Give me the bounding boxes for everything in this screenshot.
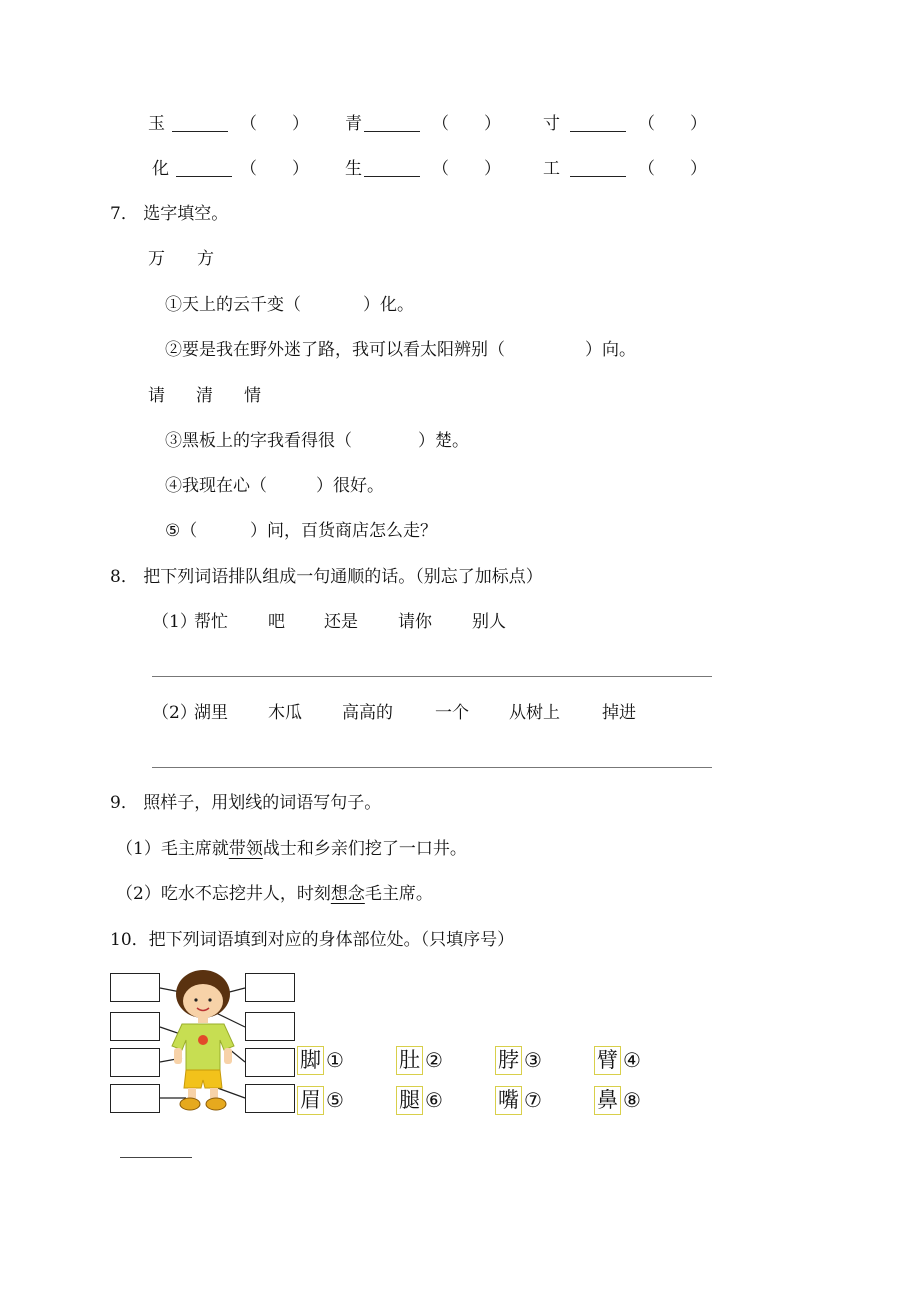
q8-word: 掉进: [602, 703, 636, 723]
q10-word-box: 臂: [594, 1046, 621, 1075]
q7-title: 7． 选字填空。: [110, 204, 229, 224]
q8-row1-label: （1）: [152, 612, 197, 632]
q7-item-3-before: ③黑板上的字我看得很（: [165, 431, 352, 451]
q7-choice-char: 清: [196, 386, 213, 406]
q8-answer-line-2[interactable]: [152, 767, 712, 768]
q8-word: 高高的: [342, 703, 393, 723]
q10-word-number: ③: [524, 1048, 542, 1072]
q6-paren-open: （: [240, 114, 257, 134]
q10-word-box: 鼻: [594, 1086, 621, 1115]
q6-paren-close: ）: [690, 114, 707, 134]
q6-paren-close: ）: [484, 159, 501, 179]
q8-word: 从树上: [509, 703, 560, 723]
q8-title: 8． 把下列词语排队组成一句通顺的话。（别忘了加标点）: [110, 567, 543, 587]
q6-blank[interactable]: [172, 114, 228, 132]
q9-s2-pre: （2）吃水不忘挖井人，时刻: [116, 884, 331, 904]
q8-word: 还是: [324, 612, 358, 632]
q7-item-4-before: ④我现在心（: [165, 476, 267, 496]
q8-word: 木瓜: [268, 703, 302, 723]
q8-word: 帮忙: [194, 612, 228, 632]
q9-s1-pre: （1）毛主席就: [116, 839, 229, 859]
q9-s1-post: 战士和乡亲们挖了一口井。: [262, 839, 467, 859]
body-part-answer-box[interactable]: [110, 973, 160, 1002]
q6-char: 青: [345, 114, 362, 134]
q7-choice-char: 情: [244, 386, 261, 406]
q7-item-2-before: ②要是我在野外迷了路，我可以看太阳辨别（: [165, 340, 505, 360]
body-part-answer-box[interactable]: [245, 1084, 295, 1113]
q10-word-box: 脚: [297, 1046, 324, 1075]
q6-blank[interactable]: [364, 159, 420, 177]
q7-item-2-after: ）向。: [585, 340, 636, 360]
q8-word: 一个: [435, 703, 469, 723]
q8-word: 吧: [268, 612, 285, 632]
q10-word-number: ④: [623, 1048, 641, 1072]
q6-paren-open: （: [638, 114, 655, 134]
body-part-answer-box[interactable]: [110, 1048, 160, 1077]
q6-blank[interactable]: [176, 159, 232, 177]
q10-word-box: 肚: [396, 1046, 423, 1075]
body-part-answer-box[interactable]: [110, 1012, 160, 1041]
q7-item-1-before: ①天上的云千变（: [165, 295, 301, 315]
q6-paren-open: （: [432, 114, 449, 134]
body-part-answer-box[interactable]: [245, 1048, 295, 1077]
q6-paren-open: （: [432, 159, 449, 179]
q10-word-box: 腿: [396, 1086, 423, 1115]
q10-word-number: ⑧: [623, 1088, 641, 1112]
q6-char: 生: [345, 159, 362, 179]
q7-item-5-after: ）问，百货商店怎么走？: [250, 521, 437, 541]
body-part-answer-box[interactable]: [245, 1012, 295, 1041]
q9-s2-post: 毛主席。: [364, 884, 433, 904]
q6-char: 工: [543, 159, 560, 179]
q6-blank[interactable]: [364, 114, 420, 132]
body-part-answer-box[interactable]: [245, 973, 295, 1002]
q7-item-5-before: ⑤（: [165, 521, 198, 541]
q9-sentence-2: [116, 886, 433, 903]
q8-row2-label: （2）: [152, 703, 197, 723]
q6-char: 化: [152, 159, 169, 179]
q6-char: 寸: [543, 114, 560, 134]
q6-paren-close: ）: [690, 159, 707, 179]
q7-choice-char: 方: [197, 249, 214, 269]
q7-item-3-after: ）楚。: [418, 431, 469, 451]
q8-answer-line-1[interactable]: [152, 676, 712, 677]
q9-s2-underlined: 想念: [330, 884, 365, 904]
q10-word-box: 脖: [495, 1046, 522, 1075]
q10-word-box: 嘴: [495, 1086, 522, 1115]
q6-paren-close: ）: [484, 114, 501, 134]
q8-word: 湖里: [194, 703, 228, 723]
q10-word-number: ①: [326, 1048, 344, 1072]
q6-blank[interactable]: [570, 159, 626, 177]
q8-word: 别人: [472, 612, 506, 632]
q6-paren-close: ）: [292, 114, 309, 134]
q6-paren-open: （: [240, 159, 257, 179]
q10-title: 10．把下列词语填到对应的身体部位处。（只填序号）: [110, 930, 515, 950]
q9-title: 9． 照样子，用划线的词语写句子。: [110, 793, 382, 813]
q10-word-number: ⑦: [524, 1088, 542, 1112]
q6-char: 玉: [148, 114, 165, 134]
q10-word-number: ⑤: [326, 1088, 344, 1112]
footnote-divider: [120, 1157, 192, 1158]
q10-word-number: ②: [425, 1048, 443, 1072]
q9-sentence-1: [116, 841, 467, 858]
body-part-answer-box[interactable]: [110, 1084, 160, 1113]
q6-paren-open: （: [638, 159, 655, 179]
q6-blank[interactable]: [570, 114, 626, 132]
q10-word-box: 眉: [297, 1086, 324, 1115]
q7-item-1-after: ）化。: [363, 295, 414, 315]
q10-word-number: ⑥: [425, 1088, 443, 1112]
q6-paren-close: ）: [292, 159, 309, 179]
q7-choice-char: 万: [148, 249, 165, 269]
q9-s1-underlined: 带领: [228, 839, 263, 859]
q8-word: 请你: [398, 612, 432, 632]
q7-choice-char: 请: [148, 386, 165, 406]
q7-item-4-after: ）很好。: [316, 476, 384, 496]
